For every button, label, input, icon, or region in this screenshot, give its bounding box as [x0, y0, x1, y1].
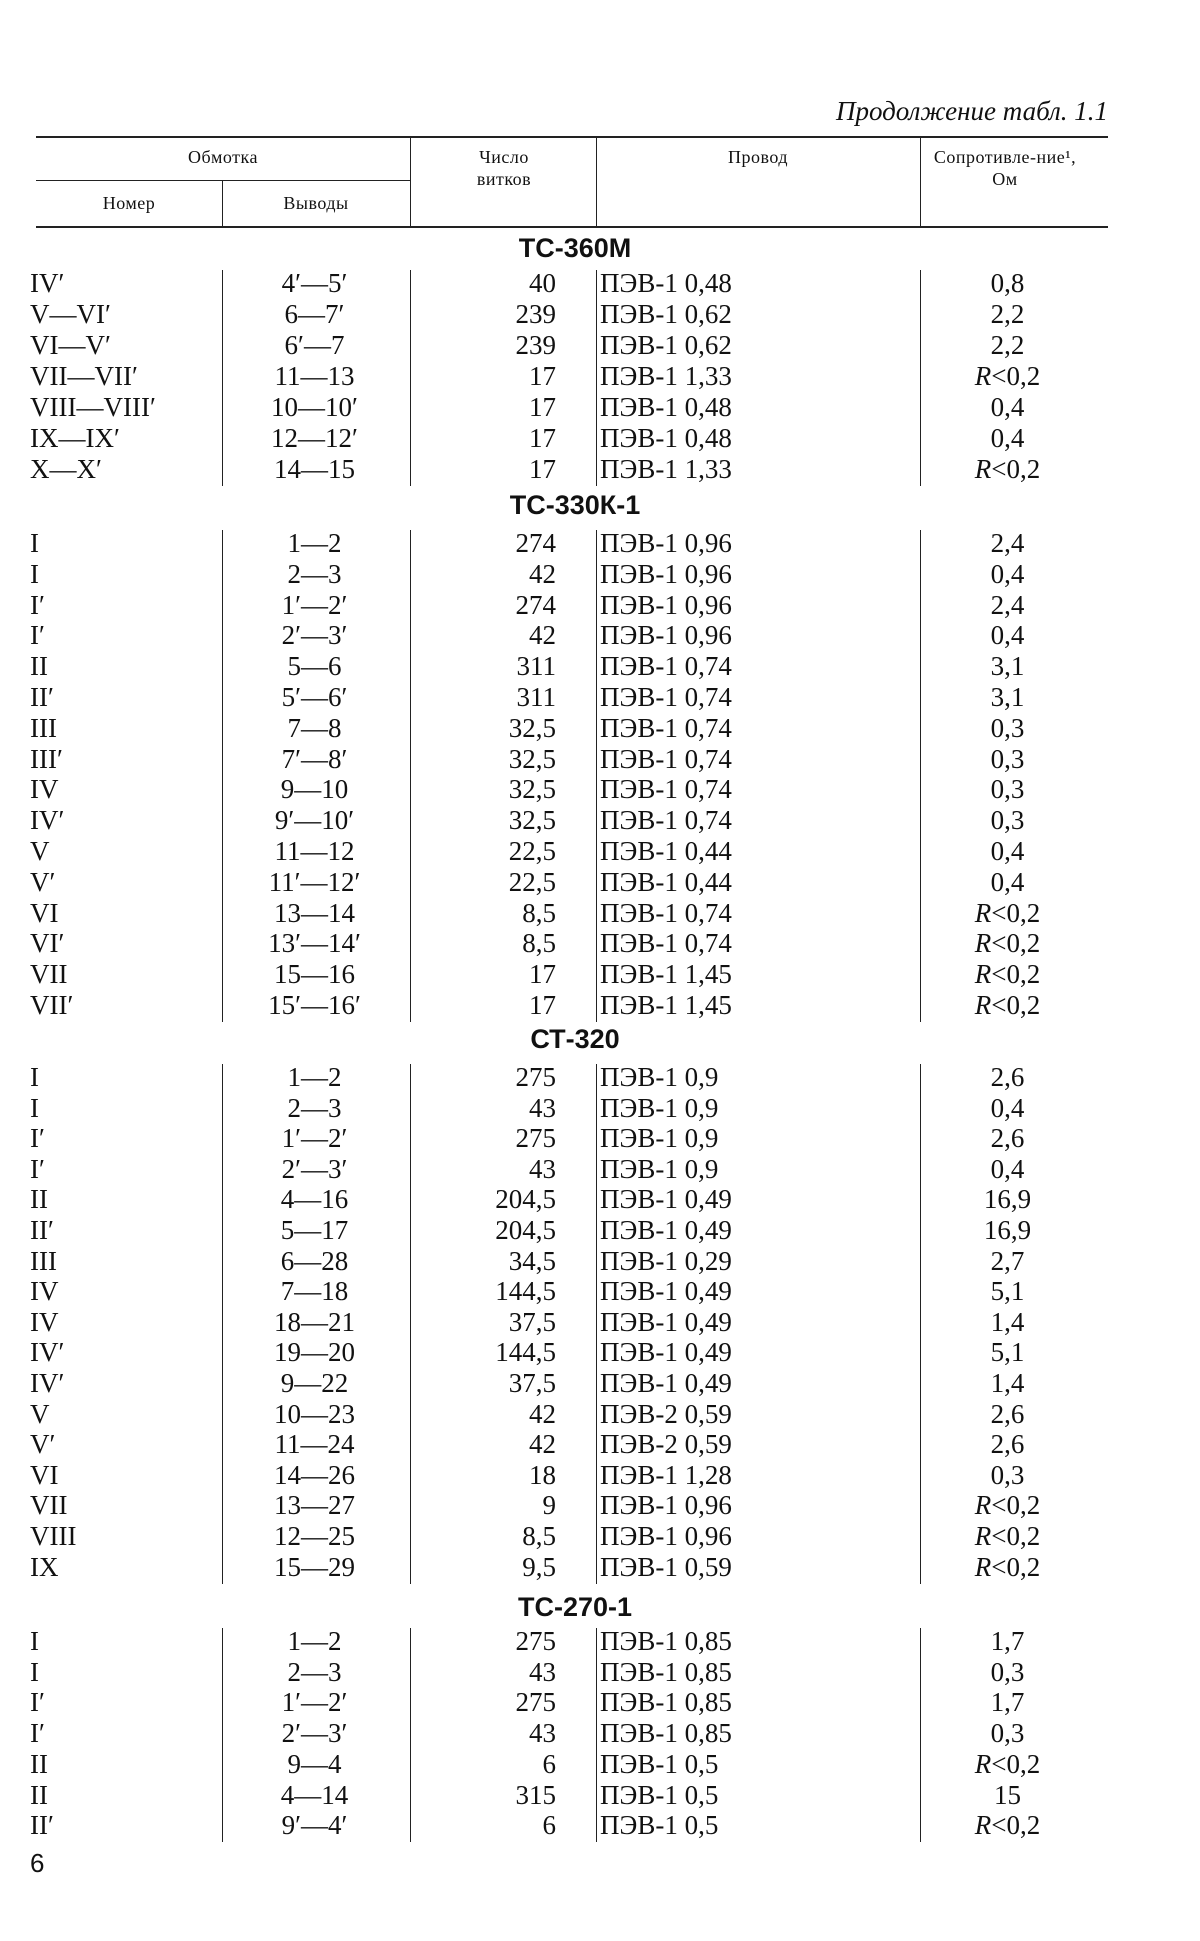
cell-resistance: R<0,2: [974, 1810, 1041, 1841]
cell-winding-number: IV′: [30, 1337, 65, 1368]
cell-wire: ПЭВ-1 0,74: [600, 682, 732, 712]
cell-resistance: 0,4: [990, 620, 1025, 651]
cell-leads: 14—26: [274, 1459, 355, 1490]
cell-turns: 9: [542, 1490, 556, 1521]
cell-wire: ПЭВ-1 0,48: [600, 423, 732, 453]
cell-resistance: 0,4: [990, 423, 1025, 453]
cell-wire: ПЭВ-1 0,49: [600, 1306, 732, 1337]
table-caption: Продолжение табл. 1.1: [835, 96, 1108, 126]
header-bottom-rule: [36, 226, 1108, 228]
cell-turns: 22,5: [508, 866, 556, 897]
cell-turns: 17: [529, 959, 556, 990]
cell-wire: ПЭВ-2 0,59: [600, 1398, 732, 1429]
table-row: [0, 651, 1200, 681]
cell-leads: 9—22: [280, 1368, 349, 1398]
cell-wire: ПЭВ-1 0,49: [600, 1184, 732, 1215]
section-title: СТ-320: [530, 1024, 620, 1054]
cell-winding-number: III: [30, 712, 57, 743]
cell-turns: 42: [529, 558, 556, 589]
cell-winding-number: I′: [30, 620, 45, 651]
cell-leads: 11—24: [274, 1429, 355, 1460]
cell-wire: ПЭВ-1 0,74: [600, 743, 732, 774]
cell-resistance: 1,4: [990, 1368, 1025, 1398]
table-row: [0, 1657, 1200, 1687]
cell-turns: 37,5: [508, 1306, 556, 1337]
cell-winding-number: IV: [30, 774, 59, 805]
cell-wire: ПЭВ-1 0,44: [600, 836, 732, 866]
cell-leads: 12—25: [274, 1521, 355, 1551]
cell-leads: 13′—14′: [268, 928, 361, 959]
cell-resistance: R<0,2: [974, 990, 1041, 1020]
cell-wire: ПЭВ-1 0,9: [600, 1092, 719, 1123]
table-row: [0, 990, 1200, 1020]
cell-turns: 311: [516, 682, 556, 712]
cell-turns: 43: [529, 1656, 556, 1687]
cell-resistance: R<0,2: [974, 1490, 1041, 1521]
cell-resistance: R<0,2: [974, 454, 1041, 484]
cell-wire: ПЭВ-1 0,96: [600, 1490, 732, 1521]
cell-wire: ПЭВ-1 0,74: [600, 712, 732, 743]
cell-resistance: 15: [994, 1779, 1021, 1810]
cell-winding-number: II: [30, 651, 48, 682]
cell-leads: 7—8: [287, 712, 342, 743]
cell-leads: 13—14: [274, 897, 355, 928]
cell-turns: 8,5: [522, 897, 556, 928]
cell-leads: 14—15: [274, 454, 355, 484]
cell-resistance: 1,4: [990, 1306, 1025, 1337]
cell-winding-number: II′: [30, 1215, 54, 1245]
cell-winding-number: V: [30, 836, 50, 866]
cell-turns: 204,5: [495, 1184, 556, 1215]
cell-resistance: 2,6: [990, 1062, 1025, 1092]
table-row: [0, 1521, 1200, 1551]
cell-wire: ПЭВ-1 0,49: [600, 1337, 732, 1368]
cell-winding-number: VIII: [30, 1521, 77, 1551]
cell-turns: 32,5: [508, 743, 556, 774]
table-row: [0, 1490, 1200, 1520]
cell-wire: ПЭВ-1 0,96: [600, 558, 732, 589]
cell-resistance: R<0,2: [974, 1551, 1041, 1582]
table-row: [0, 1368, 1200, 1398]
cell-wire: ПЭВ-1 0,49: [600, 1215, 732, 1245]
header-top-rule: [36, 136, 1108, 138]
page-number: 6: [30, 1848, 45, 1878]
cell-wire: ПЭВ-1 0,9: [600, 1123, 719, 1154]
cell-leads: 1—2: [287, 1062, 342, 1092]
cell-leads: 10—10′: [271, 392, 358, 422]
cell-winding-number: I: [30, 1656, 39, 1687]
cell-winding-number: I′: [30, 1153, 45, 1184]
table-row: [0, 1626, 1200, 1656]
cell-turns: 275: [515, 1123, 556, 1154]
cell-winding-number: V′: [30, 1429, 56, 1460]
cell-turns: 42: [529, 1429, 556, 1460]
cell-resistance: 2,2: [990, 299, 1025, 329]
cell-turns: 43: [529, 1718, 556, 1749]
cell-resistance: 5,1: [990, 1337, 1025, 1368]
table-row: [0, 898, 1200, 928]
cell-winding-number: II: [30, 1779, 48, 1810]
cell-leads: 15—29: [274, 1551, 355, 1582]
cell-winding-number: IV′: [30, 805, 65, 836]
cell-leads: 1′—2′: [281, 1687, 348, 1718]
cell-winding-number: VIII—VIII′: [30, 392, 156, 422]
cell-resistance: 0,4: [990, 836, 1025, 866]
cell-leads: 6—7′: [284, 299, 345, 329]
cell-leads: 1′—2′: [281, 589, 348, 620]
cell-winding-number: I: [30, 1626, 39, 1656]
cell-turns: 34,5: [508, 1245, 556, 1276]
cell-resistance: R<0,2: [974, 361, 1041, 391]
cell-turns: 275: [515, 1687, 556, 1718]
table-row: [0, 1276, 1200, 1306]
cell-leads: 4—14: [280, 1779, 349, 1810]
header-leads: Выводы: [283, 193, 349, 213]
cell-leads: 2′—3′: [281, 1153, 348, 1184]
cell-winding-number: I′: [30, 1687, 45, 1718]
table-row: [0, 1215, 1200, 1245]
cell-resistance: 1,7: [990, 1626, 1025, 1656]
cell-winding-number: IV′: [30, 268, 65, 298]
cell-resistance: 2,7: [990, 1245, 1025, 1276]
cell-turns: 18: [529, 1459, 556, 1490]
cell-turns: 43: [529, 1092, 556, 1123]
cell-resistance: 0,4: [990, 558, 1025, 589]
table-row: [0, 1810, 1200, 1840]
cell-winding-number: VI—V′: [30, 330, 111, 360]
table-row: [0, 1184, 1200, 1214]
cell-wire: ПЭВ-2 0,59: [600, 1429, 732, 1460]
cell-wire: ПЭВ-1 1,33: [600, 454, 732, 484]
cell-resistance: 3,1: [990, 651, 1025, 682]
cell-wire: ПЭВ-1 0,5: [600, 1748, 719, 1779]
cell-wire: ПЭВ-1 1,45: [600, 990, 732, 1020]
header-wire: Провод: [727, 147, 788, 167]
section-title: ТС-330К-1: [509, 490, 641, 520]
cell-resistance: 0,4: [990, 1153, 1025, 1184]
cell-wire: ПЭВ-1 0,85: [600, 1656, 732, 1687]
cell-leads: 7′—8′: [281, 743, 348, 774]
table-row: [0, 1429, 1200, 1459]
cell-resistance: 2,4: [990, 528, 1025, 558]
header-divider-4: [920, 136, 921, 226]
cell-leads: 9′—10′: [274, 805, 355, 836]
cell-winding-number: III′: [30, 743, 63, 774]
cell-winding-number: I: [30, 1062, 39, 1092]
cell-wire: ПЭВ-1 0,62: [600, 299, 732, 329]
cell-wire: ПЭВ-1 0,62: [600, 330, 732, 360]
cell-winding-number: V—VI′: [30, 299, 111, 329]
cell-leads: 7—18: [280, 1276, 349, 1307]
cell-turns: 42: [529, 620, 556, 651]
cell-winding-number: IX—IX′: [30, 423, 120, 453]
cell-turns: 22,5: [508, 836, 556, 866]
cell-winding-number: IV: [30, 1306, 59, 1337]
cell-turns: 9,5: [522, 1551, 556, 1582]
table-row: [0, 836, 1200, 866]
cell-turns: 239: [515, 330, 556, 360]
cell-turns: 17: [529, 392, 556, 422]
cell-resistance: 0,3: [990, 1718, 1025, 1749]
cell-winding-number: VII: [30, 959, 68, 990]
cell-leads: 1′—2′: [281, 1123, 348, 1154]
section-title: ТС-270-1: [517, 1592, 633, 1622]
cell-resistance: 2,6: [990, 1123, 1025, 1154]
cell-resistance: 16,9: [983, 1184, 1032, 1215]
cell-leads: 1—2: [287, 1626, 342, 1656]
table-row: [0, 744, 1200, 774]
cell-wire: ПЭВ-1 0,96: [600, 589, 732, 620]
cell-turns: 274: [515, 528, 556, 558]
cell-wire: ПЭВ-1 1,33: [600, 361, 732, 391]
cell-wire: ПЭВ-1 1,28: [600, 1459, 732, 1490]
cell-winding-number: VI: [30, 1459, 59, 1490]
table-row: [0, 1062, 1200, 1092]
table-row: [0, 682, 1200, 712]
table-row: [0, 330, 1200, 360]
cell-winding-number: I′: [30, 589, 45, 620]
cell-wire: ПЭВ-1 0,96: [600, 620, 732, 651]
cell-wire: ПЭВ-1 0,85: [600, 1718, 732, 1749]
cell-turns: 40: [529, 268, 556, 298]
cell-winding-number: IV: [30, 1276, 59, 1307]
cell-wire: ПЭВ-1 0,96: [600, 528, 732, 558]
cell-leads: 15′—16′: [268, 990, 361, 1020]
cell-turns: 8,5: [522, 1521, 556, 1551]
cell-leads: 4′—5′: [281, 268, 348, 298]
table-row: [0, 590, 1200, 620]
table-row: [0, 1337, 1200, 1367]
table-row: [0, 1687, 1200, 1717]
cell-resistance: R<0,2: [974, 1748, 1041, 1779]
cell-leads: 11—12: [274, 836, 355, 866]
cell-wire: ПЭВ-1 0,44: [600, 866, 732, 897]
table-row: [0, 1307, 1200, 1337]
cell-winding-number: II: [30, 1184, 48, 1215]
cell-wire: ПЭВ-1 0,49: [600, 1276, 732, 1307]
cell-winding-number: VI: [30, 897, 59, 928]
header-resistance: Сопротивле-ние¹, Ом: [933, 147, 1077, 189]
cell-leads: 13—27: [274, 1490, 355, 1521]
cell-turns: 17: [529, 361, 556, 391]
cell-turns: 17: [529, 423, 556, 453]
table-row: [0, 928, 1200, 958]
table-row: [0, 454, 1200, 484]
cell-winding-number: I′: [30, 1123, 45, 1154]
table-row: [0, 867, 1200, 897]
header-divider-2: [410, 136, 411, 226]
cell-wire: ПЭВ-1 0,49: [600, 1368, 732, 1398]
cell-wire: ПЭВ-1 0,5: [600, 1779, 719, 1810]
cell-leads: 2′—3′: [281, 1718, 348, 1749]
table-row: [0, 1399, 1200, 1429]
cell-resistance: 2,6: [990, 1429, 1025, 1460]
cell-turns: 311: [516, 651, 556, 682]
cell-leads: 18—21: [274, 1306, 355, 1337]
cell-leads: 12—12′: [271, 423, 358, 453]
cell-winding-number: VI′: [30, 928, 65, 959]
cell-turns: 32,5: [508, 712, 556, 743]
cell-resistance: 5,1: [990, 1276, 1025, 1307]
cell-winding-number: I: [30, 528, 39, 558]
cell-resistance: 2,4: [990, 589, 1025, 620]
cell-leads: 11′—12′: [268, 866, 361, 897]
cell-wire: ПЭВ-1 0,29: [600, 1245, 732, 1276]
cell-turns: 144,5: [495, 1276, 556, 1307]
cell-leads: 9′—4′: [281, 1810, 348, 1841]
cell-leads: 6′—7: [284, 330, 345, 360]
cell-resistance: 0,4: [990, 866, 1025, 897]
table-row: [0, 559, 1200, 589]
cell-resistance: 0,8: [990, 268, 1025, 298]
cell-resistance: 0,3: [990, 712, 1025, 743]
cell-resistance: 2,6: [990, 1398, 1025, 1429]
cell-wire: ПЭВ-1 0,74: [600, 651, 732, 682]
header-turns: Число витков: [476, 147, 532, 189]
table-row: [0, 392, 1200, 422]
cell-turns: 32,5: [508, 805, 556, 836]
cell-leads: 5′—6′: [281, 682, 348, 712]
cell-turns: 239: [515, 299, 556, 329]
table-row: [0, 1093, 1200, 1123]
cell-wire: ПЭВ-1 0,85: [600, 1687, 732, 1718]
table-row: [0, 268, 1200, 298]
cell-turns: 43: [529, 1153, 556, 1184]
cell-resistance: 1,7: [990, 1687, 1025, 1718]
cell-wire: ПЭВ-1 0,48: [600, 268, 732, 298]
cell-winding-number: II′: [30, 1810, 54, 1841]
cell-resistance: 0,3: [990, 1656, 1025, 1687]
cell-wire: ПЭВ-1 0,74: [600, 774, 732, 805]
cell-turns: 8,5: [522, 928, 556, 959]
table-row: [0, 774, 1200, 804]
table-row: [0, 299, 1200, 329]
cell-resistance: 0,3: [990, 743, 1025, 774]
table-row: [0, 1749, 1200, 1779]
cell-turns: 6: [542, 1810, 556, 1841]
table-row: [0, 528, 1200, 558]
cell-winding-number: I′: [30, 1718, 45, 1749]
cell-leads: 5—6: [287, 651, 342, 682]
cell-turns: 144,5: [495, 1337, 556, 1368]
cell-leads: 10—23: [274, 1398, 355, 1429]
cell-winding-number: II′: [30, 682, 54, 712]
cell-resistance: 0,4: [990, 1092, 1025, 1123]
table-row: [0, 1123, 1200, 1153]
cell-winding-number: VII′: [30, 990, 74, 1020]
cell-turns: 315: [515, 1779, 556, 1810]
cell-leads: 6—28: [280, 1245, 349, 1276]
cell-resistance: 0,3: [990, 1459, 1025, 1490]
cell-wire: ПЭВ-1 0,9: [600, 1153, 719, 1184]
table-row: [0, 805, 1200, 835]
cell-turns: 274: [515, 589, 556, 620]
table-row: [0, 361, 1200, 391]
cell-leads: 11—13: [274, 361, 355, 391]
cell-resistance: 0,3: [990, 805, 1025, 836]
table-row: [0, 620, 1200, 650]
table-row: [0, 1780, 1200, 1810]
cell-resistance: R<0,2: [974, 959, 1041, 990]
cell-wire: ПЭВ-1 0,5: [600, 1810, 719, 1841]
cell-turns: 204,5: [495, 1215, 556, 1245]
cell-wire: ПЭВ-1 1,45: [600, 959, 732, 990]
cell-resistance: 0,3: [990, 774, 1025, 805]
cell-wire: ПЭВ-1 0,9: [600, 1062, 719, 1092]
cell-leads: 1—2: [287, 528, 342, 558]
cell-resistance: R<0,2: [974, 1521, 1041, 1551]
cell-turns: 17: [529, 990, 556, 1020]
cell-turns: 37,5: [508, 1368, 556, 1398]
cell-winding-number: I: [30, 558, 39, 589]
cell-leads: 2—3: [287, 1092, 342, 1123]
table-row: [0, 1246, 1200, 1276]
cell-resistance: 3,1: [990, 682, 1025, 712]
cell-leads: 2—3: [287, 558, 342, 589]
cell-resistance: 16,9: [983, 1215, 1032, 1245]
cell-winding-number: VII: [30, 1490, 68, 1521]
cell-leads: 2′—3′: [281, 620, 348, 651]
cell-wire: ПЭВ-1 0,48: [600, 392, 732, 422]
table-row: [0, 959, 1200, 989]
cell-leads: 19—20: [274, 1337, 355, 1368]
cell-turns: 275: [515, 1062, 556, 1092]
header-number: Номер: [102, 193, 156, 213]
table-row: [0, 1460, 1200, 1490]
cell-leads: 4—16: [280, 1184, 349, 1215]
table-row: [0, 713, 1200, 743]
table-row: [0, 1154, 1200, 1184]
cell-turns: 17: [529, 454, 556, 484]
cell-turns: 275: [515, 1626, 556, 1656]
table-row: [0, 1718, 1200, 1748]
cell-leads: 9—4: [287, 1748, 342, 1779]
cell-turns: 32,5: [508, 774, 556, 805]
cell-winding-number: X—X′: [30, 454, 102, 484]
header-winding: Обмотка: [188, 147, 258, 167]
cell-resistance: 0,4: [990, 392, 1025, 422]
cell-wire: ПЭВ-1 0,96: [600, 1521, 732, 1551]
cell-leads: 9—10: [280, 774, 349, 805]
cell-winding-number: IV′: [30, 1368, 65, 1398]
section-title: ТС-360М: [518, 233, 632, 263]
cell-winding-number: III: [30, 1245, 57, 1276]
cell-leads: 2—3: [287, 1656, 342, 1687]
cell-winding-number: V: [30, 1398, 50, 1429]
table-row: [0, 423, 1200, 453]
cell-winding-number: II: [30, 1748, 48, 1779]
cell-resistance: 2,2: [990, 330, 1025, 360]
cell-wire: ПЭВ-1 0,74: [600, 897, 732, 928]
cell-winding-number: V′: [30, 866, 56, 897]
cell-turns: 42: [529, 1398, 556, 1429]
cell-turns: 6: [542, 1748, 556, 1779]
cell-resistance: R<0,2: [974, 897, 1041, 928]
cell-wire: ПЭВ-1 0,74: [600, 805, 732, 836]
winding-sub-rule: [36, 180, 410, 181]
cell-winding-number: IX: [30, 1551, 59, 1582]
cell-winding-number: VII—VII′: [30, 361, 138, 391]
cell-leads: 15—16: [274, 959, 355, 990]
cell-wire: ПЭВ-1 0,59: [600, 1551, 732, 1582]
cell-leads: 5—17: [280, 1215, 349, 1245]
table-row: [0, 1552, 1200, 1582]
cell-wire: ПЭВ-1 0,74: [600, 928, 732, 959]
cell-resistance: R<0,2: [974, 928, 1041, 959]
cell-wire: ПЭВ-1 0,85: [600, 1626, 732, 1656]
cell-winding-number: I: [30, 1092, 39, 1123]
